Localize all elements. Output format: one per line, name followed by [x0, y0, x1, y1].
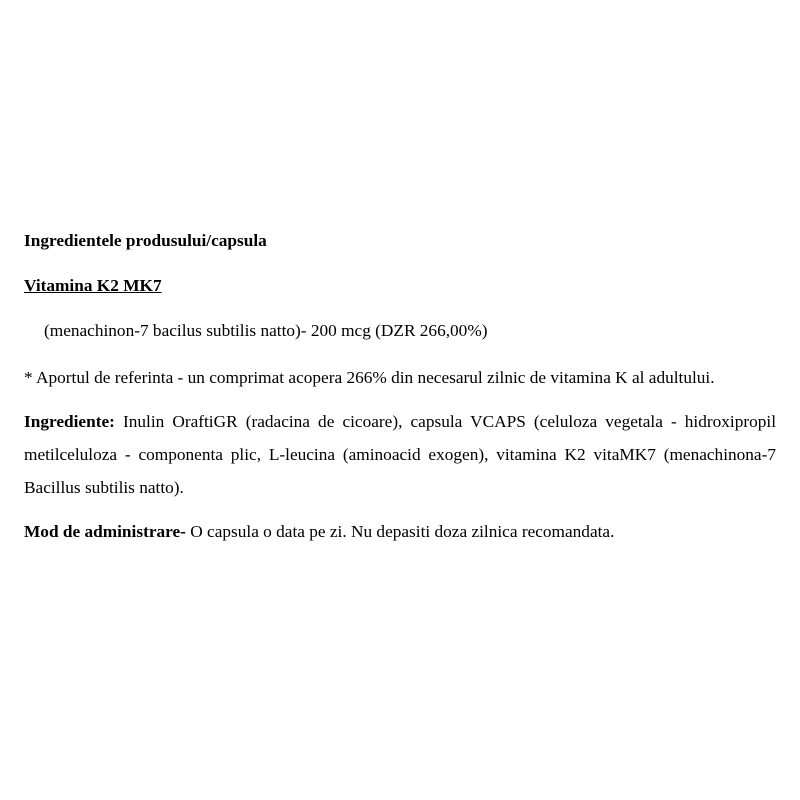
administration-text: O capsula o data pe zi. Nu depasiti doza zilnica recomandata.: [185, 522, 615, 541]
document-heading: Ingredientele produsului/capsula: [24, 231, 267, 250]
reference-note: * Aportul de referinta - un comprimat acopera 266% din necesarul zilnic de vitamina K al adultului.: [24, 368, 715, 387]
administration-paragraph: [24, 515, 776, 548]
ingredients-label: Ingrediente:: [24, 412, 115, 431]
ingredients-paragraph: [24, 405, 776, 504]
product-name: Vitamina K2 MK7: [24, 276, 162, 295]
product-info-document: [24, 227, 776, 548]
composition-line: (menachinon-7 bacilus subtilis natto)- 200 mcg (DZR 266,00%): [44, 321, 488, 340]
ingredients-text: Inulin OraftiGR (radacina de cicoare), capsula VCAPS (celuloza vegetala - hidroxipropil metilceluloza - componenta plic, L-leucina (aminoacid exogen), vitamina K2 vitaMK7 (menachinona-7 Bacillus subtilis natto).: [24, 412, 776, 497]
administration-label: Mod de administrare-: [24, 522, 186, 541]
